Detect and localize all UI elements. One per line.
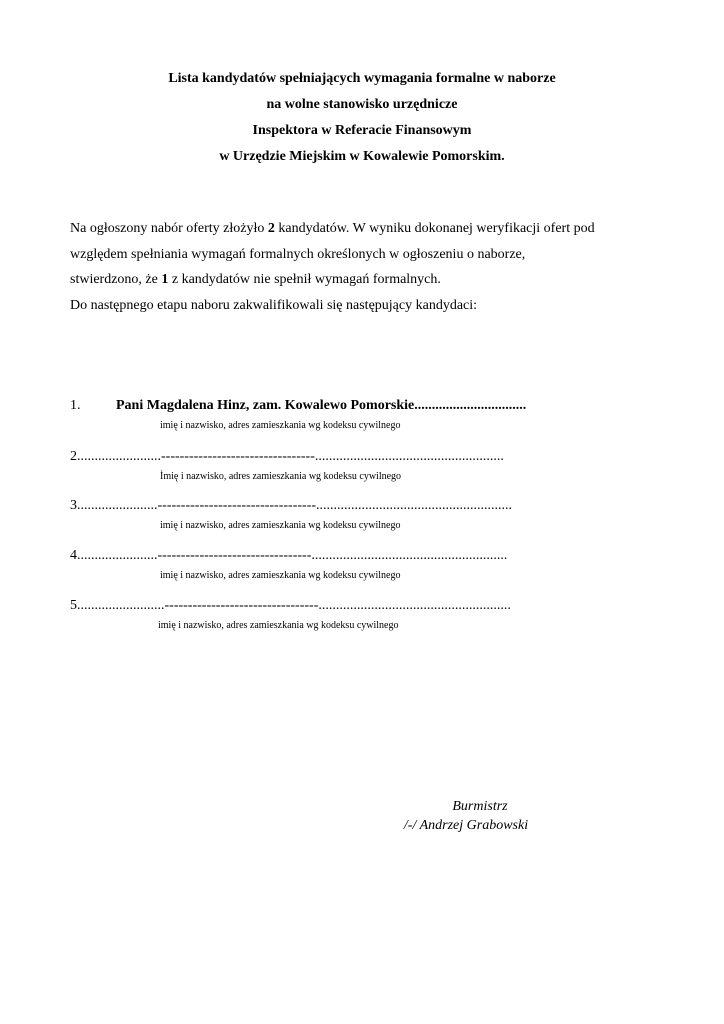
title-line-4: w Urzędzie Miejskim w Kowalewie Pomorskim. [219, 149, 505, 164]
candidate-entry-4 [70, 547, 690, 583]
candidate-caption: imię i nazwisko, adres zamieszkania wg kodeksu cywilnego [160, 520, 401, 531]
candidate-caption: imię i nazwisko, adres zamieszkania wg kodeksu cywilnego [158, 620, 399, 631]
candidate-entry-5 [70, 597, 690, 633]
candidate-caption: imię i nazwisko, adres zamieszkania wg kodeksu cywilnego [160, 570, 401, 581]
intro-line-4: Do następnego etapu naboru zakwalifikowali się następujący kandydaci: [70, 297, 478, 313]
intro-line-1-end: kandydatów. W wyniku dokonanej weryfikacji ofert pod [274, 221, 595, 236]
intro-line-3-start: stwierdzono, że [70, 272, 162, 287]
intro-paragraph [70, 216, 670, 318]
candidate-caption: İmię i nazwisko, adres zamieszkania wg kodeksu cywilnego [160, 471, 402, 482]
signature-name: /-/ Andrzej Grabowski [403, 818, 529, 833]
intro-line-2: względem spełniania wymagań formalnych określonych w ogłoszeniu o naborze, [70, 246, 526, 262]
candidate-entry-1 [70, 397, 690, 433]
document-title [0, 66, 724, 170]
candidate-number: 3 [70, 498, 77, 513]
candidate-number: 1. [70, 398, 81, 413]
intro-line-1 [70, 216, 670, 242]
intro-line-3-end: z kandydatów nie spełnił wymagań formalnych. [168, 272, 441, 287]
candidate-entry-2 [70, 448, 690, 484]
candidate-number: 4 [70, 548, 77, 563]
candidate-blank: .......................----------------------------------........................................................ [77, 498, 513, 513]
signature-role: Burmistrz [452, 799, 508, 814]
signature-block [380, 797, 580, 835]
submitted-count: 2 [267, 221, 275, 236]
rejected-count: 1 [161, 272, 169, 287]
candidate-name: Pani Magdalena Hinz, zam. Kowalewo Pomorskie................................ [116, 398, 527, 413]
candidate-blank: .......................---------------------------------........................................................ [77, 548, 508, 563]
candidate-blank: .........................---------------------------------....................................................... [77, 598, 511, 613]
candidate-entry-3 [70, 497, 690, 533]
candidate-caption: imię i nazwisko, adres zamieszkania wg kodeksu cywilnego [160, 420, 401, 431]
title-line-1: Lista kandydatów spełniających wymagania formalne w naborze [168, 71, 556, 86]
candidate-number: 2 [70, 449, 77, 464]
intro-line-3 [70, 267, 670, 293]
title-line-3: Inspektora w Referacie Finansowym [252, 123, 472, 138]
title-line-2: na wolne stanowisko urzędnicze [266, 97, 458, 112]
candidate-blank: ........................---------------------------------...................................................... [77, 449, 504, 464]
intro-line-1-start: Na ogłoszony nabór oferty złożyło [70, 221, 268, 236]
candidate-number: 5 [70, 598, 77, 613]
